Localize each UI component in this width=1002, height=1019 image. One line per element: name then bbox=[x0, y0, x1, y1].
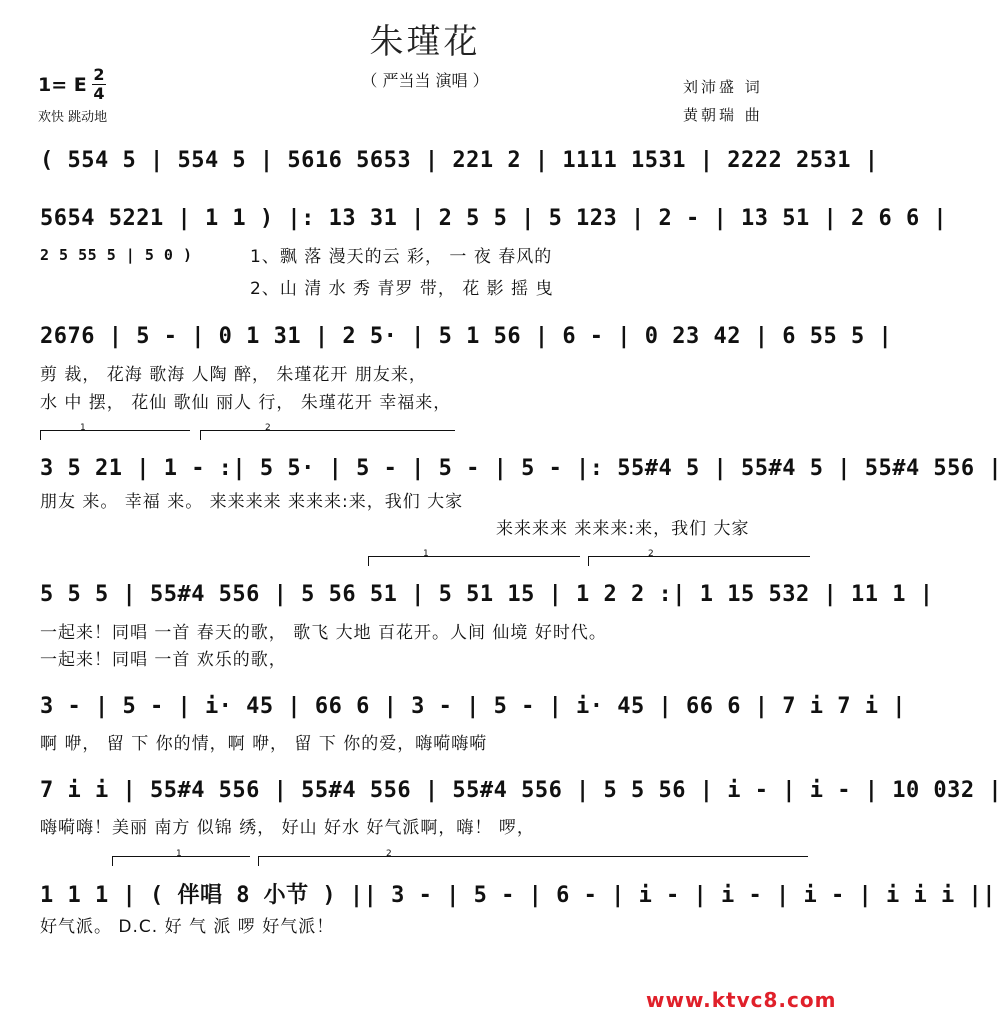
lyric-line-10: 嗨嗬嗨！美丽 南方 似锦 绣， 好山 好水 好气派啊，嗨！ 啰， bbox=[40, 818, 535, 838]
volta-bracket-6 bbox=[258, 856, 808, 857]
notation-line-2b: 2 5 55 5 | 5 0 ) bbox=[40, 246, 193, 264]
time-signature bbox=[92, 66, 106, 103]
lyric-line-1: 1、飘 落 漫天的云 彩， 一 夜 春风的 bbox=[250, 247, 553, 267]
time-signature-top: 2 bbox=[93, 65, 105, 84]
lyricist-credit: 刘沛盛 词 bbox=[683, 78, 763, 96]
lyric-line-7: 一起来！同唱 一首 春天的歌， 歌飞 大地 百花开。人间 仙境 好时代。 bbox=[40, 623, 607, 643]
time-signature-bottom: 4 bbox=[93, 84, 105, 103]
lyric-line-11: 好气派。 D.C. 好 气 派 啰 好气派！ bbox=[40, 917, 335, 937]
song-title: 朱瑾花 bbox=[369, 22, 481, 62]
notation-line-2: 5654 5221 | 1 1 ) |: 13 31 | 2 5 5 | 5 123 | 2 - | 13 51 | 2 6 6 | bbox=[40, 206, 948, 231]
notation-line-5: 5 5 5 | 55#4 556 | 5 56 51 | 5 51 15 | 1 2 2 :| 1 15 532 | 11 1 | bbox=[40, 582, 934, 607]
composer-credit: 黄朝瑞 曲 bbox=[683, 106, 763, 124]
notation-line-8: 1 1 1 | ( 伴唱 8 小节 ) || 3 - | 5 - | 6 - | i - | i - | i - | i i i || bbox=[40, 883, 996, 908]
notation-line-3: 2676 | 5 - | 0 1 31 | 2 5· | 5 1 56 | 6 - | 0 23 42 | 6 55 5 | bbox=[40, 324, 893, 349]
notation-line-7: 7 i i | 55#4 556 | 55#4 556 | 55#4 556 | 5 5 56 | i - | i - | 10 032 | bbox=[40, 778, 1002, 803]
lyric-line-6: 来来来来 来来来:来，我们 大家 bbox=[496, 519, 750, 539]
singer-credit: （ 严当当 演唱 ） bbox=[361, 71, 489, 90]
volta-number-3: 1 bbox=[423, 549, 429, 559]
lyric-line-8: 一起来！同唱 一首 欢乐的歌， bbox=[40, 650, 287, 670]
site-watermark: www.ktvc8.com bbox=[646, 988, 837, 1012]
notation-line-6: 3 - | 5 - | i· 45 | 66 6 | 3 - | 5 - | i· 45 | 66 6 | 7 i 7 i | bbox=[40, 694, 906, 719]
volta-number-4: 2 bbox=[648, 549, 654, 559]
volta-number-5: 1 bbox=[176, 849, 182, 859]
volta-bracket-1 bbox=[40, 430, 190, 431]
volta-number-1: 1 bbox=[80, 423, 86, 433]
key-signature: 1= E bbox=[38, 74, 87, 96]
lyric-line-9: 啊 咿， 留 下 你的情，啊 咿， 留 下 你的爱，嗨嗬嗨嗬 bbox=[40, 734, 488, 754]
tempo-marking: 欢快 跳动地 bbox=[38, 110, 108, 125]
volta-bracket-2 bbox=[200, 430, 455, 431]
lyric-line-2: 2、山 清 水 秀 青罗 带， 花 影 摇 曳 bbox=[250, 279, 554, 299]
notation-line-4: 3 5 21 | 1 - :| 5 5· | 5 - | 5 - | 5 - |: 55#4 5 | 55#4 5 | 55#4 556 | bbox=[40, 456, 1002, 481]
lyric-line-4: 水 中 摆， 花仙 歌仙 丽人 行， 朱瑾花开 幸福来， bbox=[40, 393, 452, 413]
notation-line-1: ( 554 5 | 554 5 | 5616 5653 | 221 2 | 1111 1531 | 2222 2531 | bbox=[40, 148, 879, 173]
lyric-line-5: 朋友 来。 幸福 来。 来来来来 来来来:来，我们 大家 bbox=[40, 492, 464, 512]
volta-bracket-4 bbox=[588, 556, 810, 557]
lyric-line-3: 剪 裁， 花海 歌海 人陶 醉， 朱瑾花开 朋友来， bbox=[40, 365, 427, 385]
volta-number-2: 2 bbox=[265, 423, 271, 433]
volta-bracket-3 bbox=[368, 556, 580, 557]
volta-number-6: 2 bbox=[386, 849, 392, 859]
